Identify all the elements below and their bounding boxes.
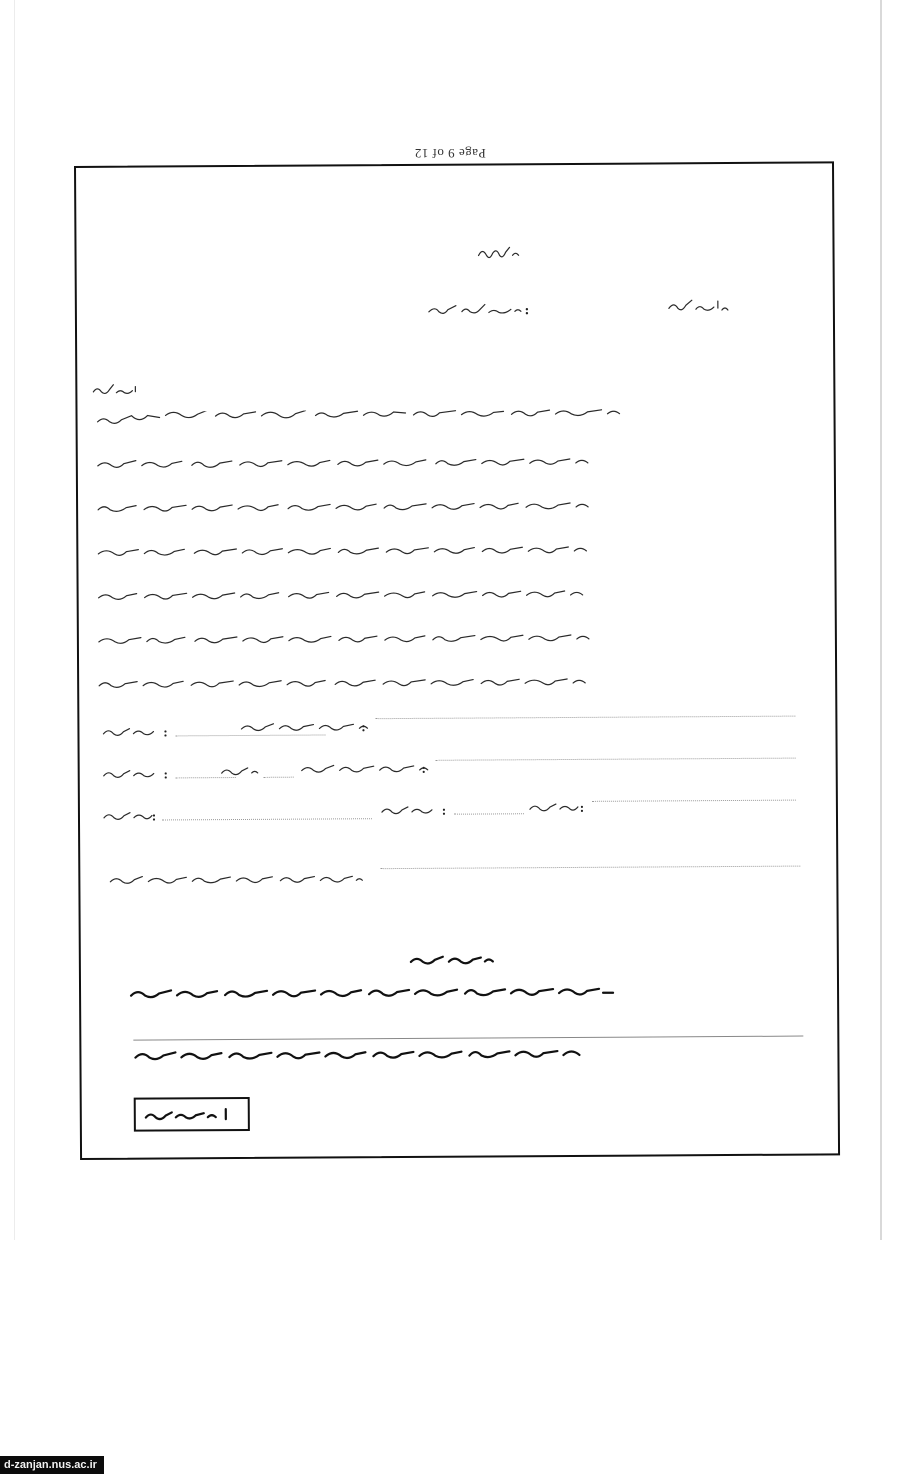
body-line-7 xyxy=(97,672,797,692)
field-row-1-line-b[interactable] xyxy=(375,716,795,720)
header-field-right xyxy=(667,296,737,314)
field-row-3-line-b[interactable] xyxy=(454,813,524,814)
field-row-3-line-a[interactable] xyxy=(162,818,372,820)
field-row-1-label-a xyxy=(101,723,171,739)
field-row-2-label-a xyxy=(102,765,172,781)
form-code-box xyxy=(134,1097,250,1132)
body-line-4 xyxy=(96,540,796,560)
field-row-2-label-c xyxy=(300,758,430,777)
body-line-1 xyxy=(96,408,796,428)
field-row-3-line-c[interactable] xyxy=(592,800,796,802)
form-frame xyxy=(74,161,840,1160)
field-row-1-label-b xyxy=(239,718,369,735)
body-line-5 xyxy=(97,584,797,604)
form-heading xyxy=(476,243,520,261)
field-row-2-label-b xyxy=(220,763,260,779)
signature-label xyxy=(108,868,378,888)
header-field-left xyxy=(427,299,537,318)
quoted-note xyxy=(133,1042,803,1064)
site-watermark: d-zanjan.nus.ac.ir xyxy=(0,1456,104,1474)
note-heading xyxy=(409,951,499,968)
field-row-2-line-c[interactable] xyxy=(436,758,796,761)
body-line-2 xyxy=(96,452,796,472)
note-divider xyxy=(133,1036,803,1041)
salutation xyxy=(91,382,141,398)
field-row-3-label-a xyxy=(102,807,158,823)
body-line-6 xyxy=(97,628,797,648)
page-number: Page 9 of 12 xyxy=(414,146,486,161)
scan-edge-right xyxy=(880,0,882,1240)
scan-edge-left xyxy=(14,0,15,1240)
form-code-label xyxy=(144,1107,242,1124)
note-line-1 xyxy=(129,980,799,1002)
body-line-3 xyxy=(96,496,796,516)
field-row-3-label-c xyxy=(528,799,588,815)
field-row-2-line-b[interactable] xyxy=(264,777,294,778)
signature-line[interactable] xyxy=(380,866,800,870)
field-row-3-label-b xyxy=(380,802,450,818)
